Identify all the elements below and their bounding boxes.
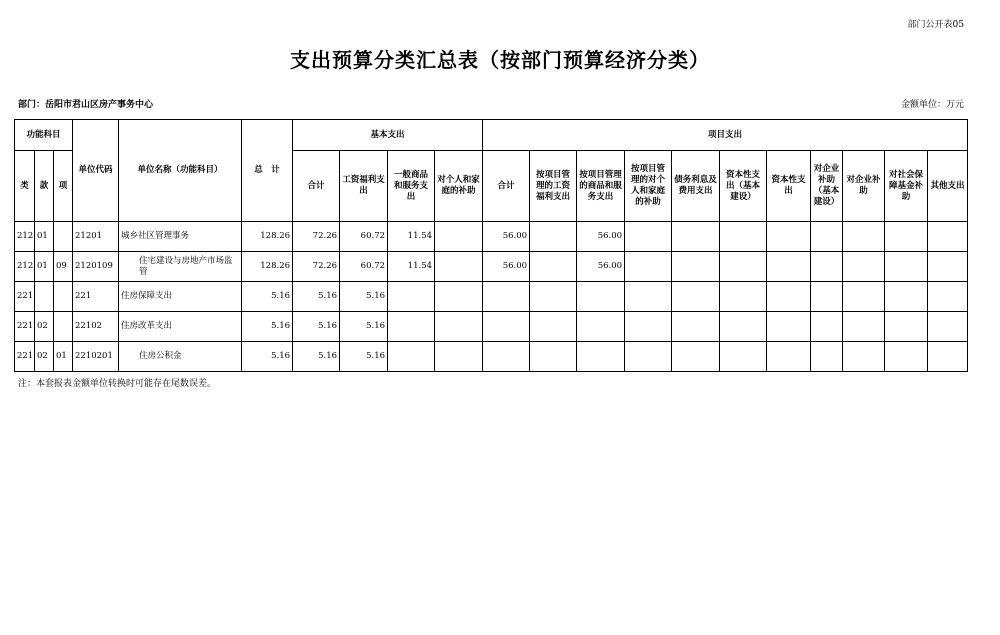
cell-p-social [885, 222, 928, 252]
cell-total: 128.26 [242, 222, 293, 252]
cell-name: 住宅建设与房地产市场监管 [119, 252, 242, 282]
cell-code: 2120109 [73, 252, 119, 282]
header-total: 总 计 [242, 120, 293, 222]
cell-lei: 221 [15, 282, 35, 312]
header-project-col: 对企业补助（基本建设） [811, 151, 843, 222]
cell-p-cap-build [720, 222, 767, 252]
cell-p-person [625, 252, 672, 282]
cell-p-cap-build [720, 252, 767, 282]
cell-p-sum [483, 312, 530, 342]
table-row [15, 252, 968, 282]
cell-name: 住房改革支出 [119, 312, 242, 342]
cell-p-sum: 56.00 [483, 222, 530, 252]
header-project-col: 按项目管理的对个人和家庭的补助 [625, 151, 672, 222]
cell-code: 21201 [73, 222, 119, 252]
cell-b-person [435, 282, 483, 312]
cell-kuan: 01 [35, 252, 54, 282]
cell-p-ent [843, 252, 885, 282]
cell-p-person [625, 282, 672, 312]
cell-b-person [435, 342, 483, 372]
table-row [15, 222, 968, 252]
cell-p-person [625, 222, 672, 252]
cell-b-goods: 11.54 [388, 252, 435, 282]
header-project-col: 合计 [483, 151, 530, 222]
cell-p-sum: 56.00 [483, 252, 530, 282]
cell-b-goods: 11.54 [388, 222, 435, 252]
cell-p-debt [672, 282, 720, 312]
cell-lei: 212 [15, 222, 35, 252]
cell-p-goods [577, 342, 625, 372]
cell-total: 128.26 [242, 252, 293, 282]
header-project: 项目支出 [483, 120, 968, 151]
cell-b-wage: 5.16 [340, 342, 388, 372]
cell-xiang: 09 [54, 252, 73, 282]
header-project-col: 资本性支出 [767, 151, 811, 222]
cell-lei: 212 [15, 252, 35, 282]
cell-p-other [928, 312, 968, 342]
header-func-subject: 功能科目 [15, 120, 73, 151]
cell-p-sum [483, 342, 530, 372]
table-row [15, 312, 968, 342]
cell-b-person [435, 312, 483, 342]
cell-p-cap-build [720, 342, 767, 372]
header-basic-col: 合计 [293, 151, 340, 222]
cell-p-cap [767, 342, 811, 372]
cell-name: 城乡社区管理事务 [119, 222, 242, 252]
cell-p-debt [672, 312, 720, 342]
cell-p-sum [483, 282, 530, 312]
cell-p-person [625, 312, 672, 342]
cell-b-wage: 60.72 [340, 222, 388, 252]
cell-b-goods [388, 342, 435, 372]
cell-kuan [35, 282, 54, 312]
cell-p-cap-build [720, 282, 767, 312]
cell-p-goods [577, 282, 625, 312]
cell-b-wage: 60.72 [340, 252, 388, 282]
cell-p-cap-build [720, 312, 767, 342]
cell-p-ent [843, 282, 885, 312]
cell-p-cap [767, 282, 811, 312]
cell-kuan: 02 [35, 312, 54, 342]
cell-p-ent [843, 342, 885, 372]
header-project-col: 对社会保障基金补助 [885, 151, 928, 222]
header-unit-name: 单位名称（功能科目） [119, 120, 242, 222]
cell-p-ent-build [811, 282, 843, 312]
cell-kuan: 01 [35, 222, 54, 252]
cell-b-wage: 5.16 [340, 282, 388, 312]
cell-xiang [54, 282, 73, 312]
expenditure-table [14, 119, 968, 372]
header-lei: 类 [15, 151, 35, 222]
cell-xiang: 01 [54, 342, 73, 372]
cell-p-wage [530, 342, 577, 372]
cell-p-debt [672, 342, 720, 372]
cell-b-sum: 5.16 [293, 282, 340, 312]
header-project-col: 其他支出 [928, 151, 968, 222]
cell-p-ent [843, 312, 885, 342]
cell-b-person [435, 252, 483, 282]
cell-name: 住房公积金 [119, 342, 242, 372]
page-title: 支出预算分类汇总表（按部门预算经济分类） [290, 48, 710, 72]
cell-lei: 221 [15, 312, 35, 342]
cell-xiang [54, 222, 73, 252]
cell-total: 5.16 [242, 312, 293, 342]
cell-p-debt [672, 222, 720, 252]
cell-p-social [885, 282, 928, 312]
header-project-col: 债务利息及费用支出 [672, 151, 720, 222]
header-basic-col: 对个人和家庭的补助 [435, 151, 483, 222]
department-label: 部门：岳阳市君山区房产事务中心 [18, 100, 154, 110]
header-basic-col: 一般商品和服务支出 [388, 151, 435, 222]
cell-lei: 221 [15, 342, 35, 372]
cell-p-wage [530, 252, 577, 282]
cell-b-sum: 72.26 [293, 252, 340, 282]
cell-b-sum: 5.16 [293, 342, 340, 372]
cell-p-ent-build [811, 222, 843, 252]
cell-p-cap [767, 312, 811, 342]
cell-b-wage: 5.16 [340, 312, 388, 342]
cell-code: 22102 [73, 312, 119, 342]
header-row-1 [15, 120, 968, 151]
cell-p-ent [843, 222, 885, 252]
header-project-col: 按项目管理的商品和服务支出 [577, 151, 625, 222]
header-xiang: 项 [54, 151, 73, 222]
cell-p-person [625, 342, 672, 372]
cell-p-ent-build [811, 252, 843, 282]
cell-p-other [928, 282, 968, 312]
cell-b-sum: 72.26 [293, 222, 340, 252]
header-project-col: 资本性支出（基本建设） [720, 151, 767, 222]
cell-total: 5.16 [242, 342, 293, 372]
cell-p-wage [530, 222, 577, 252]
cell-b-goods [388, 282, 435, 312]
cell-code: 2210201 [73, 342, 119, 372]
header-basic-col: 工资福利支出 [340, 151, 388, 222]
cell-p-debt [672, 252, 720, 282]
header-project-col: 按项目管理的工资福利支出 [530, 151, 577, 222]
cell-p-other [928, 342, 968, 372]
cell-p-other [928, 252, 968, 282]
cell-name: 住房保障支出 [119, 282, 242, 312]
cell-p-social [885, 342, 928, 372]
cell-xiang [54, 312, 73, 342]
footnote: 注：本套报表金额单位转换时可能存在尾数误差。 [18, 379, 217, 389]
cell-p-goods [577, 312, 625, 342]
cell-kuan: 02 [35, 342, 54, 372]
header-project-col: 对企业补助 [843, 151, 885, 222]
cell-p-goods: 56.00 [577, 222, 625, 252]
cell-p-social [885, 312, 928, 342]
cell-p-cap [767, 222, 811, 252]
cell-total: 5.16 [242, 282, 293, 312]
cell-p-wage [530, 312, 577, 342]
cell-b-goods [388, 312, 435, 342]
cell-p-social [885, 252, 928, 282]
cell-p-ent-build [811, 312, 843, 342]
table-row [15, 342, 968, 372]
amount-unit-label: 金额单位：万元 [900, 100, 964, 110]
table-row [15, 282, 968, 312]
cell-b-sum: 5.16 [293, 312, 340, 342]
form-code: 部门公开表05 [907, 20, 964, 30]
cell-p-ent-build [811, 342, 843, 372]
cell-p-goods: 56.00 [577, 252, 625, 282]
header-unit-code: 单位代码 [73, 120, 119, 222]
header-kuan: 款 [35, 151, 54, 222]
header-basic: 基本支出 [293, 120, 483, 151]
cell-code: 221 [73, 282, 119, 312]
cell-p-wage [530, 282, 577, 312]
cell-p-cap [767, 252, 811, 282]
cell-p-other [928, 222, 968, 252]
cell-b-person [435, 222, 483, 252]
